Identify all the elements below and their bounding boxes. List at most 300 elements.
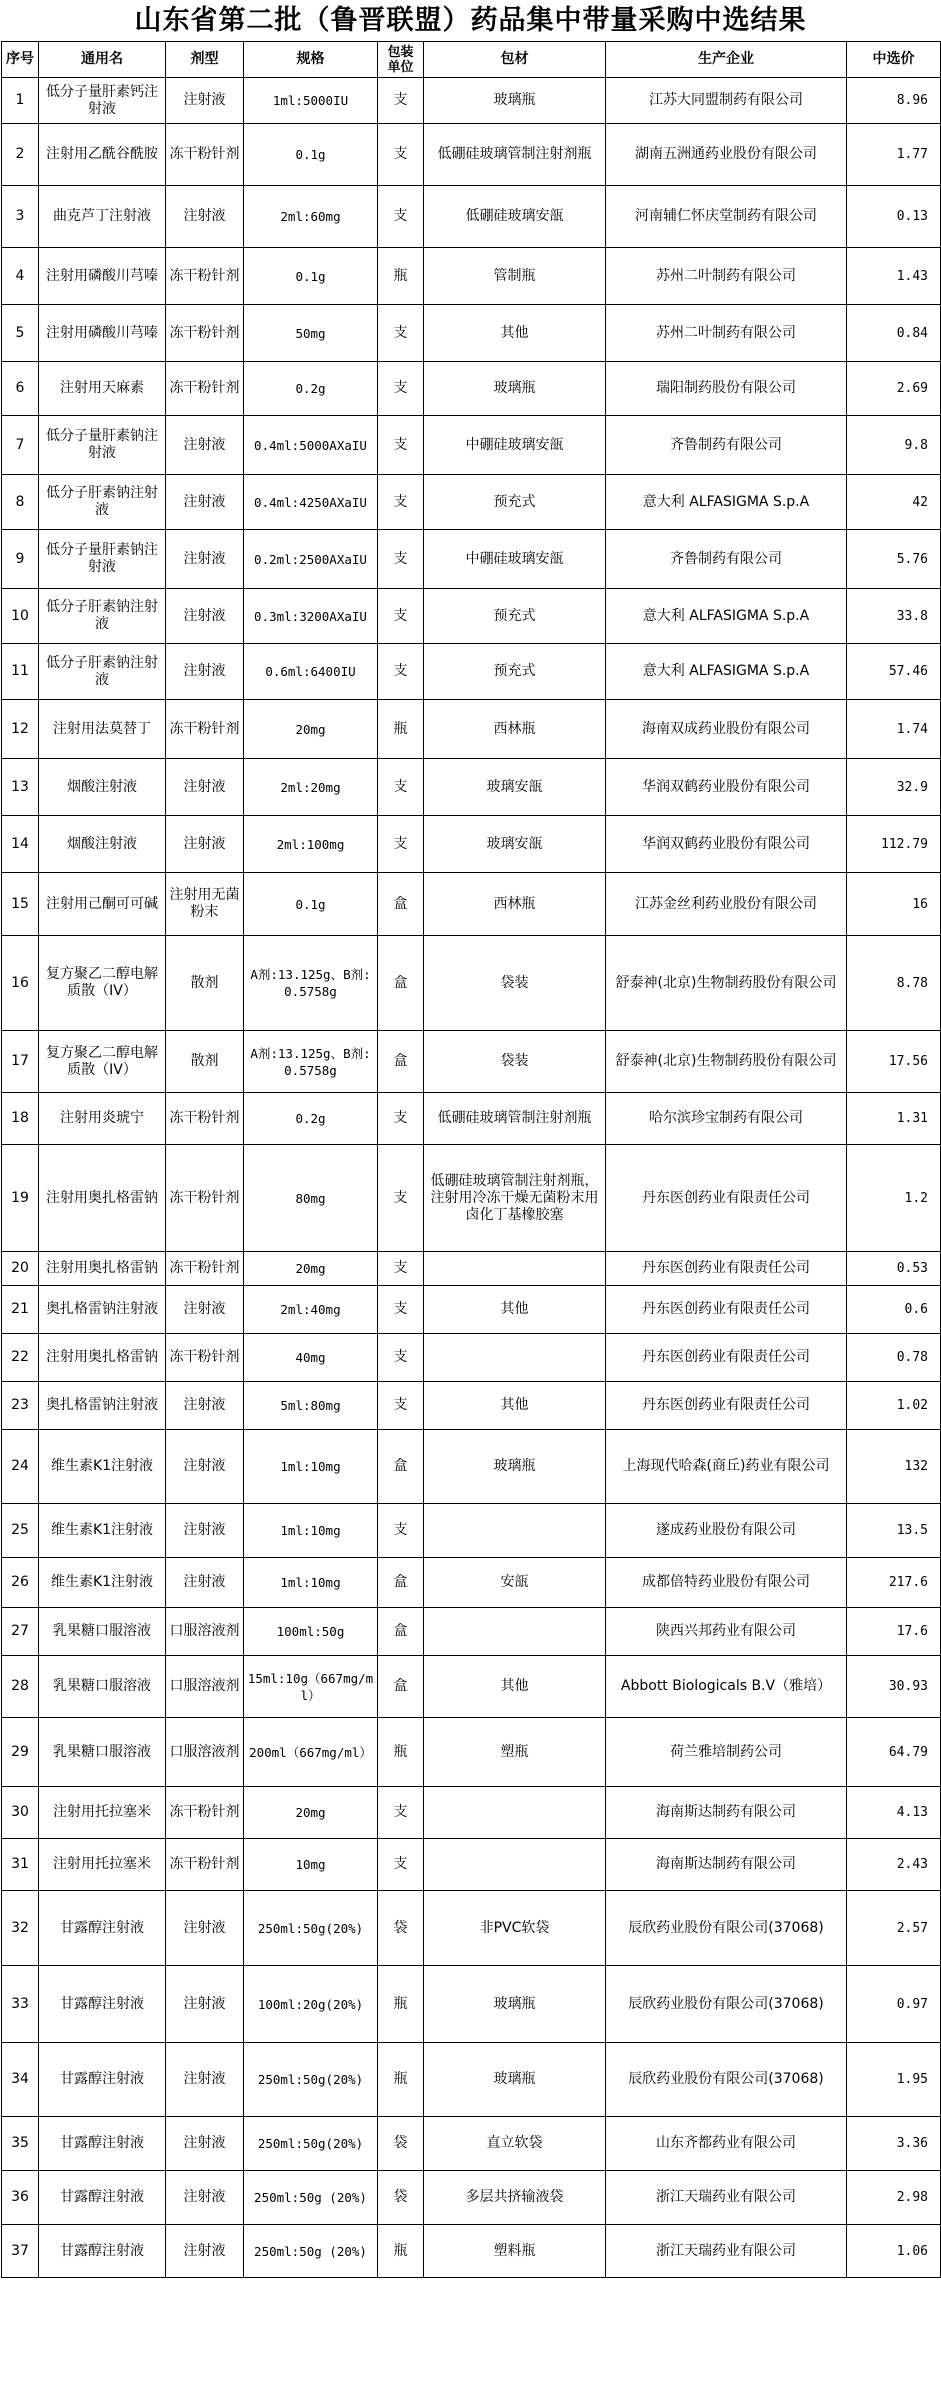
cell-company: 苏州二叶制药有限公司 [606, 248, 847, 305]
cell-name: 低分子肝素钠注射液 [39, 475, 166, 530]
cell-name: 注射用奥扎格雷钠 [39, 1334, 166, 1382]
cell-name: 低分子量肝素钠注射液 [39, 416, 166, 475]
cell-seq: 19 [2, 1145, 39, 1252]
cell-package: 低硼硅玻璃安瓿 [424, 186, 606, 248]
cell-name: 维生素K1注射液 [39, 1558, 166, 1608]
cell-form: 注射液 [166, 1891, 244, 1966]
table-row [2, 936, 941, 1031]
cell-spec: 250ml:50g(20%) [244, 2117, 378, 2171]
table-row [2, 1286, 941, 1334]
cell-company: 丹东医创药业有限责任公司 [606, 1145, 847, 1252]
cell-price: 33.8 [847, 589, 941, 644]
cell-unit: 盒 [378, 873, 424, 936]
cell-price: 42 [847, 475, 941, 530]
cell-form: 冻干粉针剂 [166, 1839, 244, 1891]
cell-name: 烟酸注射液 [39, 816, 166, 873]
cell-price: 132 [847, 1430, 941, 1504]
cell-price: 13.5 [847, 1504, 941, 1558]
cell-seq: 12 [2, 700, 39, 759]
cell-seq: 23 [2, 1382, 39, 1430]
cell-unit: 瓶 [378, 248, 424, 305]
cell-spec: 250ml:50g(20%) [244, 1891, 378, 1966]
cell-company: 齐鲁制药有限公司 [606, 416, 847, 475]
cell-seq: 15 [2, 873, 39, 936]
cell-unit: 支 [378, 644, 424, 700]
cell-name: 烟酸注射液 [39, 759, 166, 816]
cell-company: 哈尔滨珍宝制药有限公司 [606, 1093, 847, 1145]
table-row [2, 416, 941, 475]
cell-spec: 20mg [244, 1252, 378, 1286]
cell-company: 华润双鹤药业股份有限公司 [606, 759, 847, 816]
cell-seq: 16 [2, 936, 39, 1031]
cell-package: 玻璃瓶 [424, 1966, 606, 2043]
cell-spec: 80mg [244, 1145, 378, 1252]
cell-unit: 支 [378, 589, 424, 644]
cell-seq: 30 [2, 1787, 39, 1839]
header-price: 中选价 [847, 42, 941, 78]
cell-price: 217.6 [847, 1558, 941, 1608]
cell-spec: 2ml:40mg [244, 1286, 378, 1334]
cell-company: 海南双成药业股份有限公司 [606, 700, 847, 759]
table-row [2, 362, 941, 416]
cell-company: 瑞阳制药股份有限公司 [606, 362, 847, 416]
cell-form: 注射液 [166, 530, 244, 589]
cell-spec: 100ml:50g [244, 1608, 378, 1656]
cell-seq: 26 [2, 1558, 39, 1608]
cell-name: 注射用托拉塞米 [39, 1839, 166, 1891]
cell-company: 辰欣药业股份有限公司(37068) [606, 2043, 847, 2117]
cell-unit: 支 [378, 530, 424, 589]
cell-form: 冻干粉针剂 [166, 124, 244, 186]
cell-seq: 3 [2, 186, 39, 248]
table-row [2, 78, 941, 124]
cell-price: 2.98 [847, 2171, 941, 2225]
cell-company: 河南辅仁怀庆堂制药有限公司 [606, 186, 847, 248]
cell-spec: 1ml:10mg [244, 1504, 378, 1558]
cell-name: 复方聚乙二醇电解质散（IV） [39, 1031, 166, 1093]
cell-spec: 100ml:20g(20%) [244, 1966, 378, 2043]
cell-spec: 0.4ml:4250AXaIU [244, 475, 378, 530]
cell-form: 冻干粉针剂 [166, 1334, 244, 1382]
cell-unit: 盒 [378, 1031, 424, 1093]
cell-unit: 支 [378, 416, 424, 475]
cell-form: 冻干粉针剂 [166, 700, 244, 759]
cell-company: 意大利 ALFASIGMA S.p.A [606, 475, 847, 530]
cell-company: 江苏大同盟制药有限公司 [606, 78, 847, 124]
table-row [2, 1608, 941, 1656]
cell-name: 注射用乙酰谷酰胺 [39, 124, 166, 186]
cell-name: 甘露醇注射液 [39, 2171, 166, 2225]
table-row [2, 1718, 941, 1787]
cell-form: 冻干粉针剂 [166, 1145, 244, 1252]
cell-unit: 支 [378, 759, 424, 816]
cell-package: 玻璃瓶 [424, 2043, 606, 2117]
cell-name: 低分子量肝素钠注射液 [39, 530, 166, 589]
cell-spec: 250ml:50g (20%) [244, 2225, 378, 2278]
cell-company: 齐鲁制药有限公司 [606, 530, 847, 589]
cell-price: 9.8 [847, 416, 941, 475]
cell-company: 辰欣药业股份有限公司(37068) [606, 1891, 847, 1966]
cell-name: 维生素K1注射液 [39, 1430, 166, 1504]
cell-price: 17.56 [847, 1031, 941, 1093]
cell-price: 0.78 [847, 1334, 941, 1382]
header-form: 剂型 [166, 42, 244, 78]
cell-price: 1.43 [847, 248, 941, 305]
cell-spec: 10mg [244, 1839, 378, 1891]
cell-company: 遂成药业股份有限公司 [606, 1504, 847, 1558]
cell-package: 袋装 [424, 936, 606, 1031]
cell-company: Abbott Biologicals B.V（雅培） [606, 1656, 847, 1718]
cell-seq: 37 [2, 2225, 39, 2278]
cell-package: 管制瓶 [424, 248, 606, 305]
cell-form: 注射液 [166, 1430, 244, 1504]
cell-price: 0.13 [847, 186, 941, 248]
cell-price: 32.9 [847, 759, 941, 816]
cell-company: 舒泰神(北京)生物制药股份有限公司 [606, 1031, 847, 1093]
table-row [2, 2225, 941, 2278]
cell-company: 海南斯达制药有限公司 [606, 1787, 847, 1839]
cell-spec: 1ml:5000IU [244, 78, 378, 124]
cell-company: 荷兰雅培制药公司 [606, 1718, 847, 1787]
cell-package: 玻璃瓶 [424, 362, 606, 416]
cell-spec: 0.2g [244, 1093, 378, 1145]
cell-spec: 200ml（667mg/ml） [244, 1718, 378, 1787]
cell-package [424, 1787, 606, 1839]
cell-spec: 0.2ml:2500AXaIU [244, 530, 378, 589]
cell-price: 0.97 [847, 1966, 941, 2043]
cell-seq: 8 [2, 475, 39, 530]
cell-package: 中硼硅玻璃安瓿 [424, 530, 606, 589]
cell-spec: 5ml:80mg [244, 1382, 378, 1430]
cell-company: 陕西兴邦药业有限公司 [606, 1608, 847, 1656]
cell-price: 0.53 [847, 1252, 941, 1286]
cell-name: 维生素K1注射液 [39, 1504, 166, 1558]
cell-seq: 35 [2, 2117, 39, 2171]
table-row [2, 1382, 941, 1430]
header-name: 通用名 [39, 42, 166, 78]
table-header-row [2, 42, 941, 78]
cell-spec: A剂:13.125g、B剂:0.5758g [244, 936, 378, 1031]
cell-price: 5.76 [847, 530, 941, 589]
table-row [2, 1656, 941, 1718]
cell-form: 注射液 [166, 2171, 244, 2225]
cell-price: 64.79 [847, 1718, 941, 1787]
cell-name: 注射用磷酸川芎嗪 [39, 305, 166, 362]
cell-unit: 支 [378, 1145, 424, 1252]
cell-form: 注射液 [166, 416, 244, 475]
cell-company: 江苏金丝利药业股份有限公司 [606, 873, 847, 936]
table-row [2, 124, 941, 186]
cell-seq: 10 [2, 589, 39, 644]
cell-spec: 0.6ml:6400IU [244, 644, 378, 700]
cell-price: 4.13 [847, 1787, 941, 1839]
cell-price: 8.96 [847, 78, 941, 124]
cell-unit: 支 [378, 475, 424, 530]
cell-price: 2.43 [847, 1839, 941, 1891]
cell-package: 袋装 [424, 1031, 606, 1093]
cell-unit: 瓶 [378, 1718, 424, 1787]
cell-name: 注射用磷酸川芎嗪 [39, 248, 166, 305]
cell-package: 其他 [424, 1286, 606, 1334]
cell-form: 注射液 [166, 644, 244, 700]
cell-company: 海南斯达制药有限公司 [606, 1839, 847, 1891]
cell-company: 华润双鹤药业股份有限公司 [606, 816, 847, 873]
cell-spec: 20mg [244, 1787, 378, 1839]
cell-package [424, 1252, 606, 1286]
cell-package: 预充式 [424, 475, 606, 530]
cell-unit: 支 [378, 362, 424, 416]
document-title: 山东省第二批（鲁晋联盟）药品集中带量采购中选结果 [134, 5, 807, 36]
cell-form: 注射液 [166, 2043, 244, 2117]
cell-package [424, 1608, 606, 1656]
table-row [2, 700, 941, 759]
cell-package: 玻璃安瓿 [424, 759, 606, 816]
cell-unit: 支 [378, 1382, 424, 1430]
table-row [2, 1966, 941, 2043]
cell-name: 低分子肝素钠注射液 [39, 589, 166, 644]
cell-form: 注射液 [166, 475, 244, 530]
cell-unit: 瓶 [378, 700, 424, 759]
cell-unit: 瓶 [378, 1966, 424, 2043]
cell-company: 上海现代哈森(商丘)药业有限公司 [606, 1430, 847, 1504]
cell-package: 预充式 [424, 589, 606, 644]
cell-package: 玻璃瓶 [424, 78, 606, 124]
cell-form: 冻干粉针剂 [166, 1093, 244, 1145]
cell-form: 注射液 [166, 759, 244, 816]
table-row [2, 589, 941, 644]
cell-name: 注射用托拉塞米 [39, 1787, 166, 1839]
cell-company: 浙江天瑞药业有限公司 [606, 2171, 847, 2225]
table-row [2, 1252, 941, 1286]
cell-seq: 1 [2, 78, 39, 124]
cell-seq: 21 [2, 1286, 39, 1334]
header-seq: 序号 [2, 42, 39, 78]
header-spec: 规格 [244, 42, 378, 78]
cell-unit: 支 [378, 186, 424, 248]
cell-name: 甘露醇注射液 [39, 2117, 166, 2171]
cell-company: 舒泰神(北京)生物制药股份有限公司 [606, 936, 847, 1031]
cell-seq: 25 [2, 1504, 39, 1558]
header-company: 生产企业 [606, 42, 847, 78]
cell-spec: 0.1g [244, 124, 378, 186]
cell-package: 安瓿 [424, 1558, 606, 1608]
cell-package: 塑料瓶 [424, 2225, 606, 2278]
procurement-results-table [1, 41, 941, 2278]
cell-spec: 1ml:10mg [244, 1430, 378, 1504]
table-row [2, 2171, 941, 2225]
cell-seq: 17 [2, 1031, 39, 1093]
cell-form: 注射液 [166, 1286, 244, 1334]
cell-spec: 250ml:50g(20%) [244, 2043, 378, 2117]
cell-package [424, 1504, 606, 1558]
cell-price: 3.36 [847, 2117, 941, 2171]
cell-company: 意大利 ALFASIGMA S.p.A [606, 644, 847, 700]
cell-company: 意大利 ALFASIGMA S.p.A [606, 589, 847, 644]
table-row [2, 1145, 941, 1252]
cell-unit: 盒 [378, 1430, 424, 1504]
cell-form: 注射液 [166, 589, 244, 644]
cell-seq: 24 [2, 1430, 39, 1504]
cell-name: 奥扎格雷钠注射液 [39, 1382, 166, 1430]
cell-company: 山东齐都药业有限公司 [606, 2117, 847, 2171]
cell-spec: 0.3ml:3200AXaIU [244, 589, 378, 644]
cell-package: 直立软袋 [424, 2117, 606, 2171]
table-row [2, 1334, 941, 1382]
cell-name: 甘露醇注射液 [39, 1891, 166, 1966]
cell-spec: 2ml:20mg [244, 759, 378, 816]
cell-price: 1.77 [847, 124, 941, 186]
cell-company: 丹东医创药业有限责任公司 [606, 1286, 847, 1334]
cell-seq: 29 [2, 1718, 39, 1787]
cell-company: 湖南五洲通药业股份有限公司 [606, 124, 847, 186]
cell-unit: 支 [378, 1504, 424, 1558]
cell-price: 1.95 [847, 2043, 941, 2117]
cell-form: 注射液 [166, 2225, 244, 2278]
cell-spec: 1ml:10mg [244, 1558, 378, 1608]
cell-price: 112.79 [847, 816, 941, 873]
cell-name: 甘露醇注射液 [39, 2225, 166, 2278]
cell-company: 丹东医创药业有限责任公司 [606, 1334, 847, 1382]
cell-form: 口服溶液剂 [166, 1608, 244, 1656]
cell-price: 1.74 [847, 700, 941, 759]
cell-seq: 7 [2, 416, 39, 475]
cell-company: 浙江天瑞药业有限公司 [606, 2225, 847, 2278]
cell-package: 低硼硅玻璃管制注射剂瓶 [424, 1093, 606, 1145]
cell-form: 注射液 [166, 78, 244, 124]
cell-seq: 27 [2, 1608, 39, 1656]
cell-unit: 支 [378, 816, 424, 873]
cell-unit: 袋 [378, 1891, 424, 1966]
table-row [2, 759, 941, 816]
cell-spec: 0.1g [244, 248, 378, 305]
cell-price: 17.6 [847, 1608, 941, 1656]
cell-name: 注射用法莫替丁 [39, 700, 166, 759]
cell-seq: 6 [2, 362, 39, 416]
cell-seq: 14 [2, 816, 39, 873]
table-row [2, 816, 941, 873]
cell-form: 口服溶液剂 [166, 1718, 244, 1787]
cell-package: 低硼硅玻璃管制注射剂瓶，注射用冷冻干燥无菌粉末用卤化丁基橡胶塞 [424, 1145, 606, 1252]
cell-spec: 15ml:10g（667mg/ml） [244, 1656, 378, 1718]
cell-name: 甘露醇注射液 [39, 1966, 166, 2043]
cell-seq: 20 [2, 1252, 39, 1286]
cell-name: 注射用炎琥宁 [39, 1093, 166, 1145]
table-row [2, 2043, 941, 2117]
cell-package: 玻璃安瓿 [424, 816, 606, 873]
cell-package [424, 1839, 606, 1891]
cell-package: 预充式 [424, 644, 606, 700]
table-row [2, 305, 941, 362]
cell-form: 注射液 [166, 1558, 244, 1608]
cell-unit: 盒 [378, 936, 424, 1031]
cell-package: 其他 [424, 1382, 606, 1430]
cell-package: 其他 [424, 1656, 606, 1718]
cell-seq: 9 [2, 530, 39, 589]
cell-spec: 0.1g [244, 873, 378, 936]
table-row [2, 644, 941, 700]
cell-seq: 34 [2, 2043, 39, 2117]
cell-price: 16 [847, 873, 941, 936]
cell-spec: 40mg [244, 1334, 378, 1382]
table-row [2, 2117, 941, 2171]
table-row [2, 1891, 941, 1966]
cell-seq: 5 [2, 305, 39, 362]
cell-name: 低分子量肝素钙注射液 [39, 78, 166, 124]
cell-unit: 盒 [378, 1608, 424, 1656]
cell-name: 低分子肝素钠注射液 [39, 644, 166, 700]
cell-unit: 支 [378, 1839, 424, 1891]
cell-spec: 0.4ml:5000AXaIU [244, 416, 378, 475]
cell-form: 冻干粉针剂 [166, 1252, 244, 1286]
cell-seq: 28 [2, 1656, 39, 1718]
cell-name: 复方聚乙二醇电解质散（IV） [39, 936, 166, 1031]
cell-name: 曲克芦丁注射液 [39, 186, 166, 248]
header-unit: 包装 单位 [378, 42, 424, 78]
cell-package: 西林瓶 [424, 873, 606, 936]
table-row [2, 1839, 941, 1891]
cell-price: 1.02 [847, 1382, 941, 1430]
cell-price: 2.69 [847, 362, 941, 416]
table-row [2, 1558, 941, 1608]
cell-price: 0.84 [847, 305, 941, 362]
cell-price: 1.31 [847, 1093, 941, 1145]
cell-unit: 支 [378, 124, 424, 186]
cell-company: 苏州二叶制药有限公司 [606, 305, 847, 362]
cell-form: 口服溶液剂 [166, 1656, 244, 1718]
cell-spec: 20mg [244, 700, 378, 759]
cell-name: 注射用奥扎格雷钠 [39, 1145, 166, 1252]
cell-package: 塑瓶 [424, 1718, 606, 1787]
cell-unit: 支 [378, 1334, 424, 1382]
cell-unit: 袋 [378, 2171, 424, 2225]
cell-seq: 4 [2, 248, 39, 305]
cell-form: 注射液 [166, 2117, 244, 2171]
cell-package: 低硼硅玻璃管制注射剂瓶 [424, 124, 606, 186]
cell-seq: 31 [2, 1839, 39, 1891]
cell-price: 1.06 [847, 2225, 941, 2278]
cell-company: 丹东医创药业有限责任公司 [606, 1252, 847, 1286]
cell-unit: 支 [378, 1252, 424, 1286]
cell-seq: 2 [2, 124, 39, 186]
cell-seq: 33 [2, 1966, 39, 2043]
cell-form: 注射液 [166, 1504, 244, 1558]
cell-price: 30.93 [847, 1656, 941, 1718]
cell-seq: 11 [2, 644, 39, 700]
cell-unit: 盒 [378, 1656, 424, 1718]
cell-form: 散剂 [166, 936, 244, 1031]
cell-spec: A剂:13.125g、B剂:0.5758g [244, 1031, 378, 1093]
cell-price: 8.78 [847, 936, 941, 1031]
cell-seq: 18 [2, 1093, 39, 1145]
cell-form: 冻干粉针剂 [166, 248, 244, 305]
table-row [2, 1031, 941, 1093]
cell-company: 丹东医创药业有限责任公司 [606, 1382, 847, 1430]
cell-package: 中硼硅玻璃安瓿 [424, 416, 606, 475]
cell-unit: 瓶 [378, 2043, 424, 2117]
table-row [2, 475, 941, 530]
cell-form: 注射用无菌粉末 [166, 873, 244, 936]
table-row [2, 873, 941, 936]
cell-package: 玻璃瓶 [424, 1430, 606, 1504]
cell-company: 辰欣药业股份有限公司(37068) [606, 1966, 847, 2043]
table-row [2, 1504, 941, 1558]
cell-price: 1.2 [847, 1145, 941, 1252]
cell-form: 注射液 [166, 816, 244, 873]
cell-price: 2.57 [847, 1891, 941, 1966]
table-row [2, 248, 941, 305]
cell-form: 冻干粉针剂 [166, 362, 244, 416]
cell-seq: 22 [2, 1334, 39, 1382]
